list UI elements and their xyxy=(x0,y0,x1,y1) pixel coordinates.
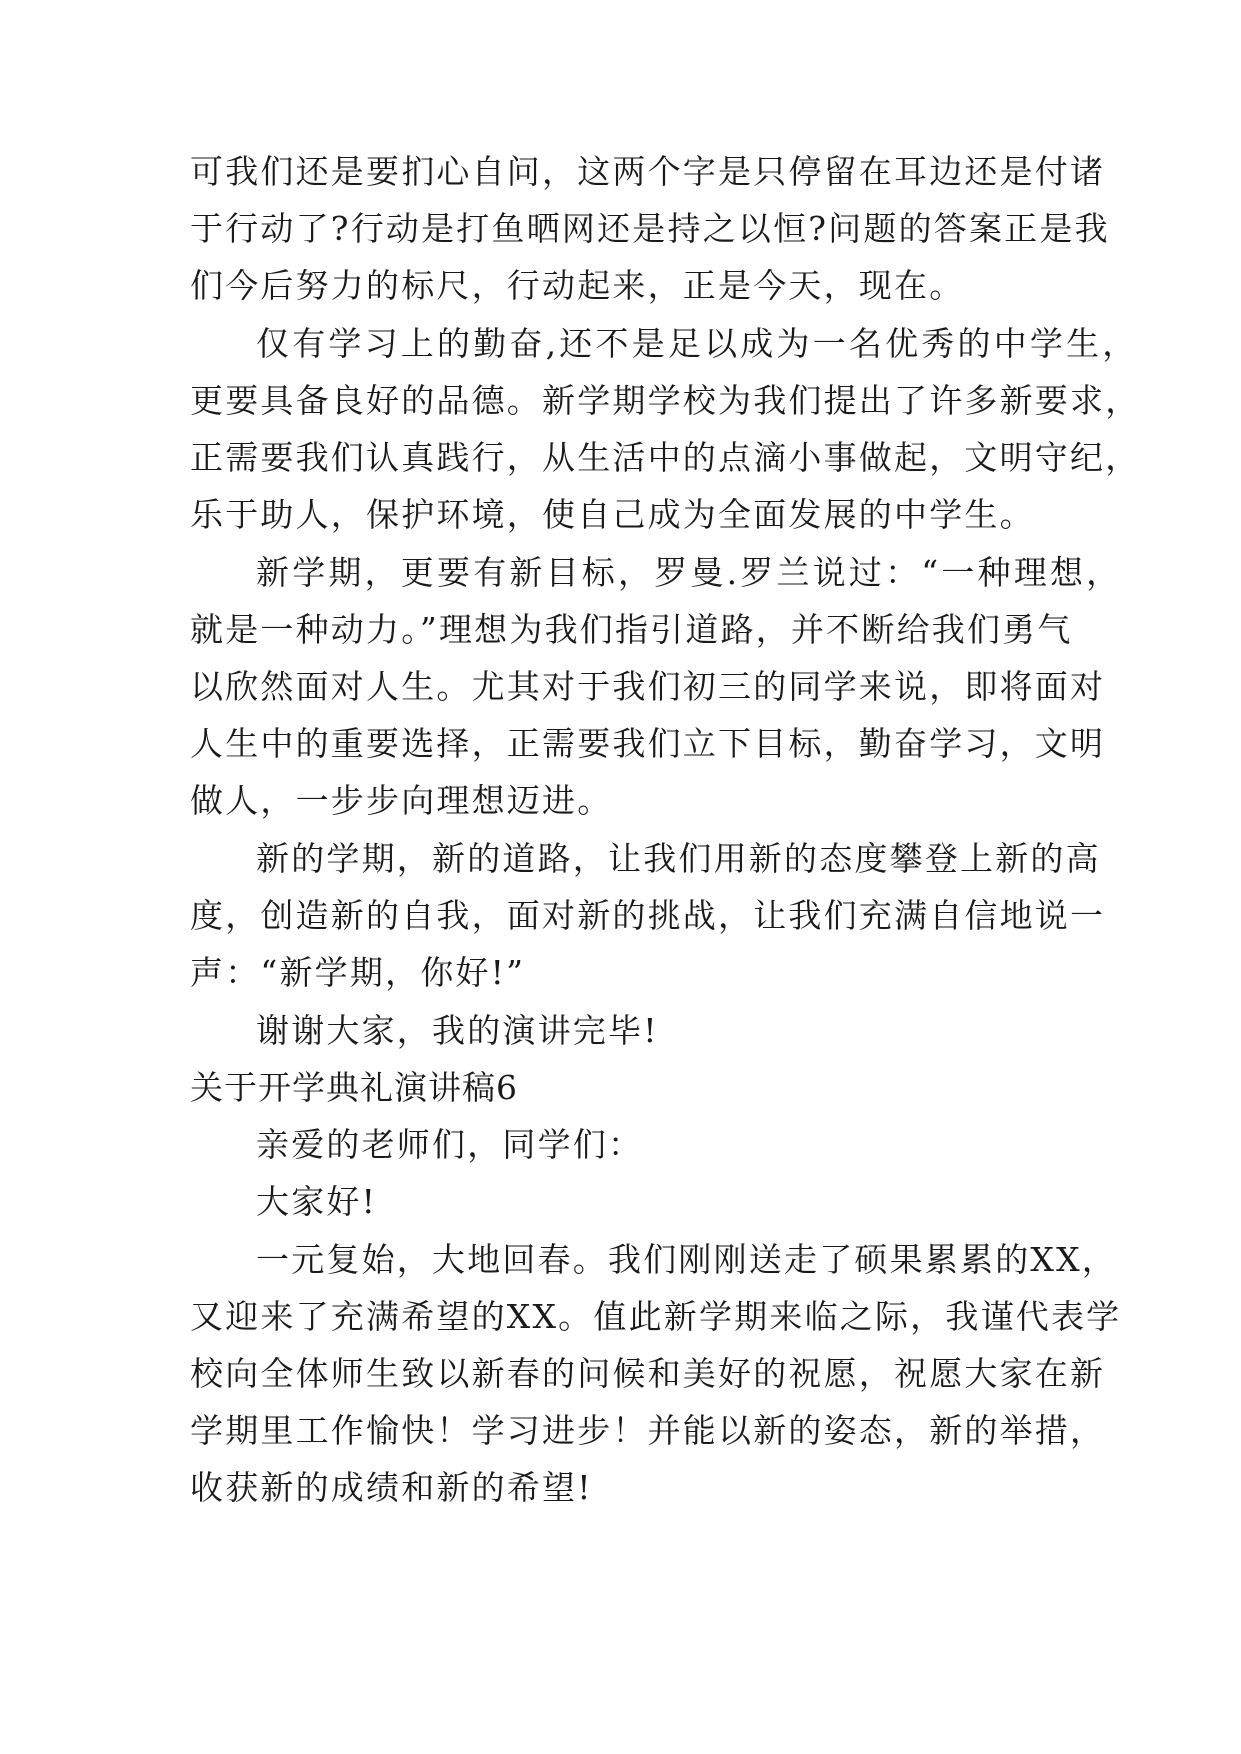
paragraph-line: 学期里工作愉快！学习进步！并能以新的姿态，新的举措， xyxy=(190,1411,1106,1450)
paragraph-line: 度，创造新的自我，面对新的挑战，让我们充满自信地说一 xyxy=(190,896,1106,935)
paragraph-line: 正需要我们认真践行，从生活中的点滴小事做起，文明守纪， xyxy=(190,438,1141,477)
paragraph-line: 谢谢大家，我的演讲完毕! xyxy=(256,1011,659,1050)
paragraph-line: 于行动了?行动是打鱼晒网还是持之以恒?问题的答案正是我 xyxy=(190,209,1110,248)
paragraph-line: 可我们还是要扪心自问，这两个字是只停留在耳边还是付诸 xyxy=(190,152,1106,191)
paragraph-line: 亲爱的老师们，同学们： xyxy=(256,1125,644,1164)
paragraph-line: 做人，一步步向理想迈进。 xyxy=(190,781,613,820)
paragraph-line: 人生中的重要选择，正需要我们立下目标，勤奋学习，文明 xyxy=(190,724,1106,763)
paragraph-line: 就是一种动力。”理想为我们指引道路，并不断给我们勇气 xyxy=(190,610,1073,649)
paragraph-line: 更要具备良好的品德。新学期学校为我们提出了许多新要求， xyxy=(190,381,1141,420)
paragraph-line: 乐于助人，保护环境，使自己成为全面发展的中学生。 xyxy=(190,495,1035,534)
paragraph-line: 一元复始，大地回春。我们刚刚送走了硕果累累的XX， xyxy=(256,1240,1117,1279)
paragraph-line: 们今后努力的标尺，行动起来，正是今天，现在。 xyxy=(190,266,965,305)
paragraph-line: 声：“新学期，你好!” xyxy=(190,953,526,992)
paragraph-line: 新的学期，新的道路，让我们用新的态度攀登上新的高 xyxy=(256,839,1101,878)
paragraph-line: 大家好! xyxy=(256,1182,378,1221)
paragraph-line: 仅有学习上的勤奋,还不是足以成为一名优秀的中学生， xyxy=(256,324,1139,363)
paragraph-line: 收获新的成绩和新的希望! xyxy=(190,1468,593,1507)
section-heading: 关于开学典礼演讲稿6 xyxy=(190,1068,518,1107)
paragraph-line: 以欣然面对人生。尤其对于我们初三的同学来说，即将面对 xyxy=(190,667,1106,706)
paragraph-line: 新学期，更要有新目标，罗曼.罗兰说过：“一种理想， xyxy=(256,553,1123,592)
paragraph-line: 又迎来了充满希望的XX。值此新学期来临之际，我谨代表学 xyxy=(190,1297,1122,1336)
paragraph-line: 校向全体师生致以新春的问候和美好的祝愿，祝愿大家在新 xyxy=(190,1354,1106,1393)
